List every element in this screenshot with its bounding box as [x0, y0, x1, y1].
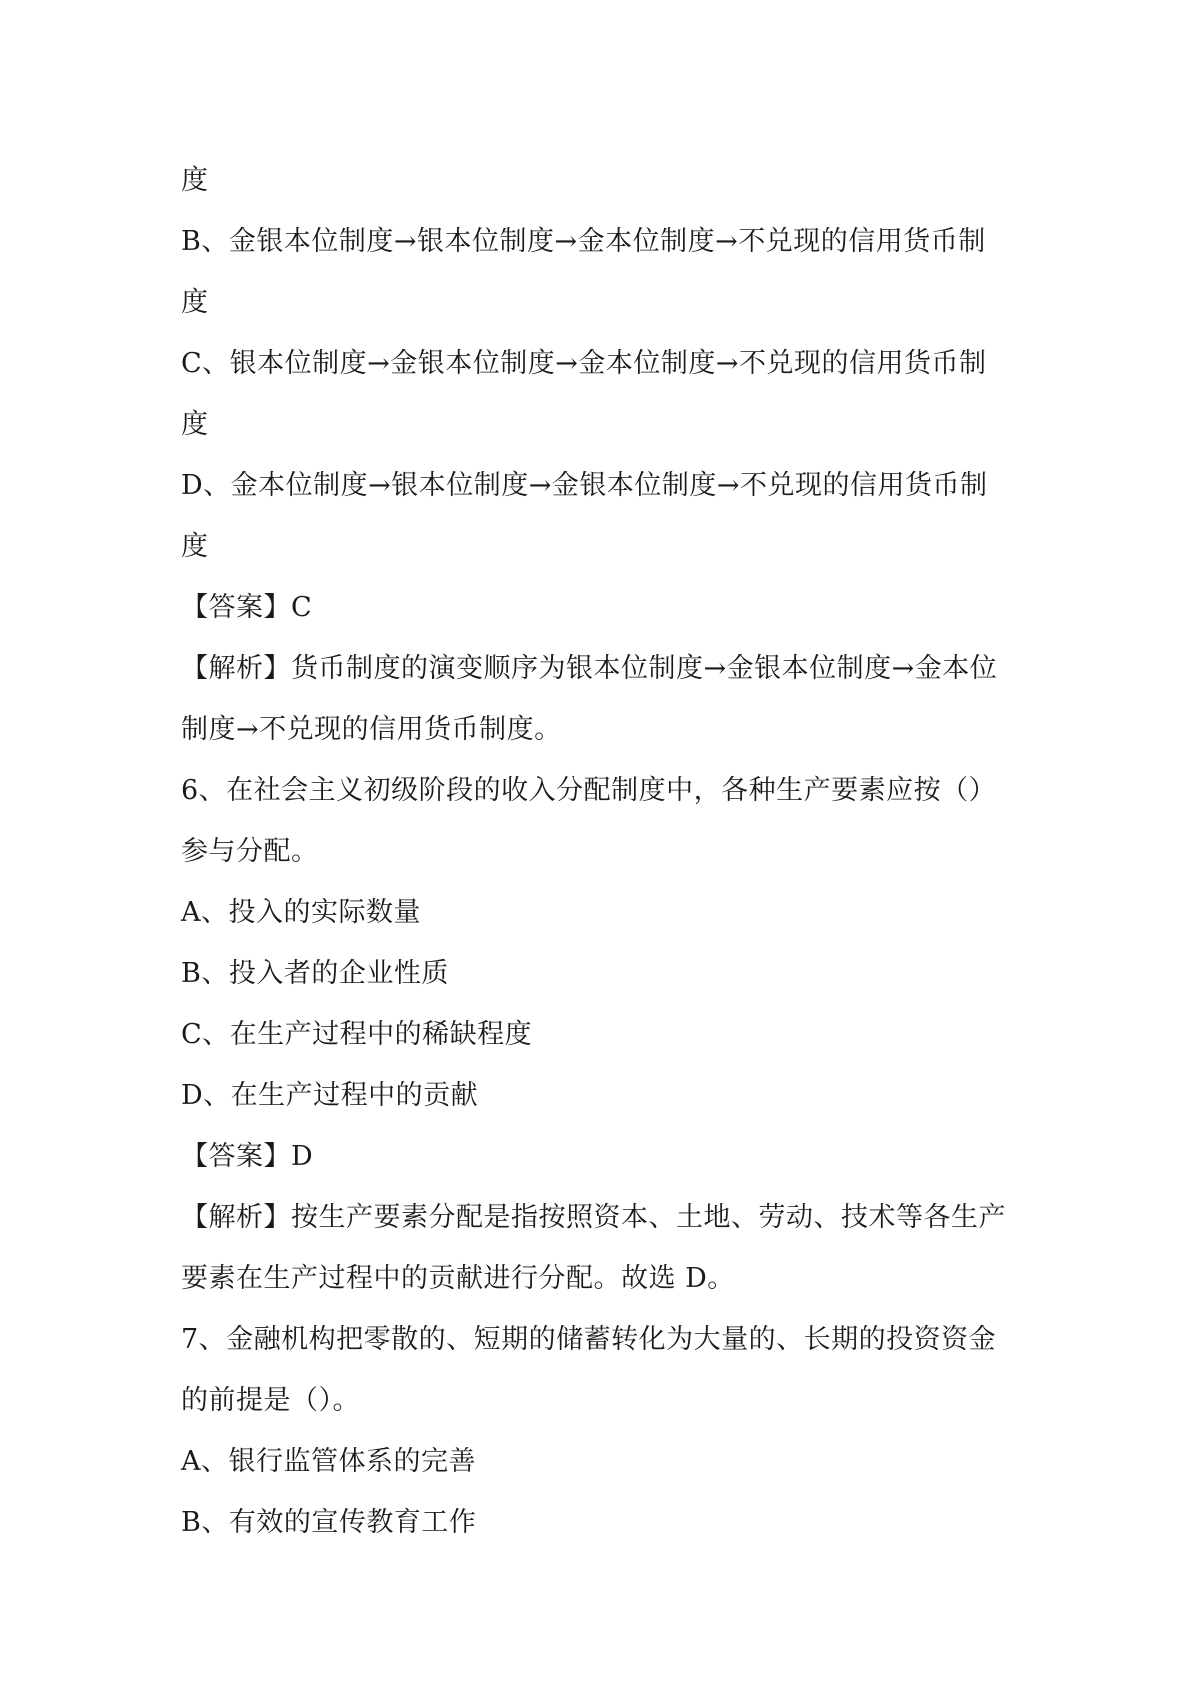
question-5-answer: 【答案】C — [181, 592, 313, 623]
question-6-answer: 【答案】D — [181, 1141, 314, 1172]
question-6-explanation: 【解析】按生产要素分配是指按照资本、土地、劳动、技术等各生产 — [181, 1202, 1006, 1233]
question-7-stem: 7、金融机构把零散的、短期的储蓄转化为大量的、长期的投资资金 — [181, 1324, 997, 1355]
question-5-option-b: B、金银本位制度→银本位制度→金本位制度→不兑现的信用货币制 — [181, 226, 986, 257]
question-5-option-a-continuation: 度 — [181, 165, 209, 196]
question-7-option-b: B、有效的宣传教育工作 — [181, 1507, 477, 1538]
question-6-option-c: C、在生产过程中的稀缺程度 — [181, 1019, 533, 1050]
question-6-option-b: B、投入者的企业性质 — [181, 958, 449, 989]
question-6-explanation-continuation: 要素在生产过程中的贡献进行分配。故选 D。 — [181, 1263, 735, 1294]
question-5-option-c-continuation: 度 — [181, 409, 209, 440]
question-5-explanation: 【解析】货币制度的演变顺序为银本位制度→金银本位制度→金本位 — [181, 653, 998, 684]
question-6-stem: 6、在社会主义初级阶段的收入分配制度中，各种生产要素应按（） — [181, 775, 997, 806]
question-5-option-d: D、金本位制度→银本位制度→金银本位制度→不兑现的信用货币制 — [181, 470, 988, 501]
question-5-option-b-continuation: 度 — [181, 287, 209, 318]
question-5-option-d-continuation: 度 — [181, 531, 209, 562]
question-7-stem-continuation: 的前提是（）。 — [181, 1385, 360, 1416]
question-6-stem-continuation: 参与分配。 — [181, 836, 319, 867]
document-page — [181, 150, 1021, 1553]
question-6-option-a: A、投入的实际数量 — [181, 897, 421, 928]
question-6-option-d: D、在生产过程中的贡献 — [181, 1080, 479, 1111]
question-7-option-a: A、银行监管体系的完善 — [181, 1446, 476, 1477]
question-5-option-c: C、银本位制度→金银本位制度→金本位制度→不兑现的信用货币制 — [181, 348, 987, 379]
question-5-explanation-continuation: 制度→不兑现的信用货币制度。 — [181, 714, 562, 745]
